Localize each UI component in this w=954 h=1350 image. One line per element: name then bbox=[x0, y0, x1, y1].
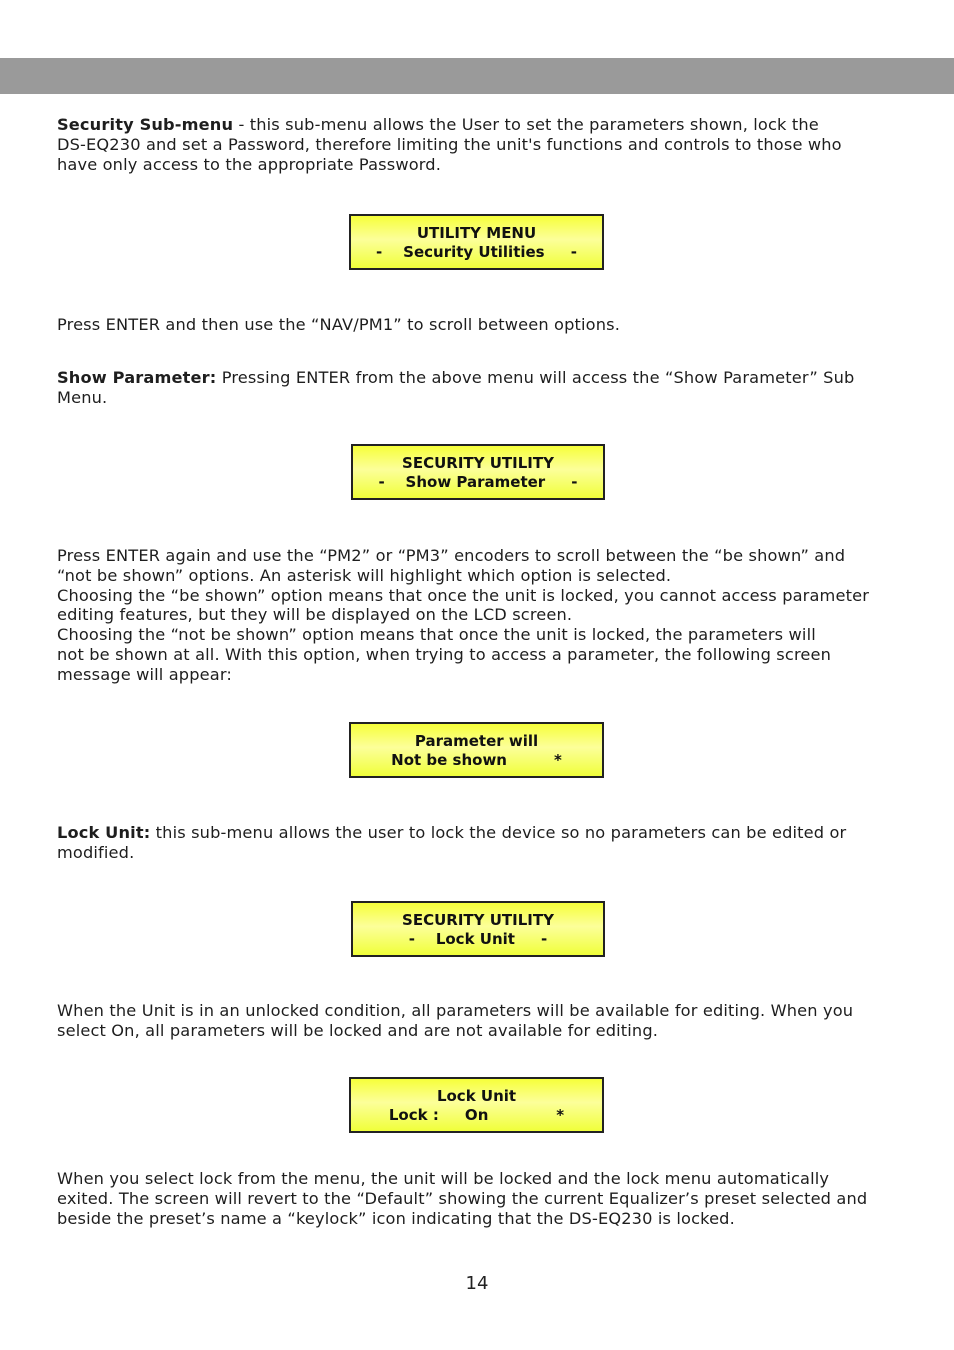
lcd-utility-menu: UTILITY MENU - Security Utilities - bbox=[349, 214, 604, 270]
header-band bbox=[0, 58, 954, 94]
lcd-lock-on: Lock Unit Lock : On * bbox=[349, 1077, 604, 1133]
final-paragraph: When you select lock from the menu, the unit will be locked and the lock menu automatically exited. The screen will revert to the “Default” showing the current Equalizer’s preset selected and beside the preset’s name a “keylock” icon indicating that the DS-EQ230 is locked. bbox=[57, 1169, 868, 1228]
lock-unit-heading: Lock Unit: bbox=[57, 823, 151, 842]
lcd-not-be-shown: Parameter will Not be shown * bbox=[349, 722, 604, 778]
unlocked-paragraph: When the Unit is in an unlocked condition, all parameters will be available for editing. When you select On, all parameters will be locked and are not available for editing. bbox=[57, 1001, 854, 1040]
lcd-lock-unit: SECURITY UTILITY - Lock Unit - bbox=[351, 901, 605, 957]
show-parameter-paragraph: Show Parameter: Pressing ENTER from the above menu will access the “Show Parameter” Sub Menu. bbox=[57, 368, 855, 407]
press-enter-paragraph: Press ENTER and then use the “NAV/PM1” to scroll between options. bbox=[57, 315, 621, 334]
lock-unit-paragraph: Lock Unit: this sub-menu allows the user to lock the device so no parameters can be edited or modified. bbox=[57, 823, 847, 862]
lcd-show-parameter: SECURITY UTILITY - Show Parameter - bbox=[351, 444, 605, 500]
security-submenu-heading: Security Sub-menu bbox=[57, 115, 234, 134]
show-parameter-heading: Show Parameter: bbox=[57, 368, 217, 387]
press-again-paragraph: Press ENTER again and use the “PM2” or “PM3” encoders to scroll between the “be shown” and “not be shown” options. An asterisk will highlight which option is selected. Choosing the “be shown” option means that once the unit is locked, you cannot access parameter editing features, but they will be displayed on the LCD screen. Choosing the “not be shown” option means that once the unit is locked, the parameters will not be shown at all. With this option, when trying to access a parameter, the following screen message will appear: bbox=[57, 546, 869, 684]
security-intro-paragraph: Security Sub-menu - this sub-menu allows the User to set the parameters shown, lock the DS-EQ230 and set a Password, therefore limiting the unit's functions and controls to those who have only access to the appropriate Password. bbox=[57, 115, 842, 174]
page-number: 14 bbox=[465, 1273, 489, 1294]
